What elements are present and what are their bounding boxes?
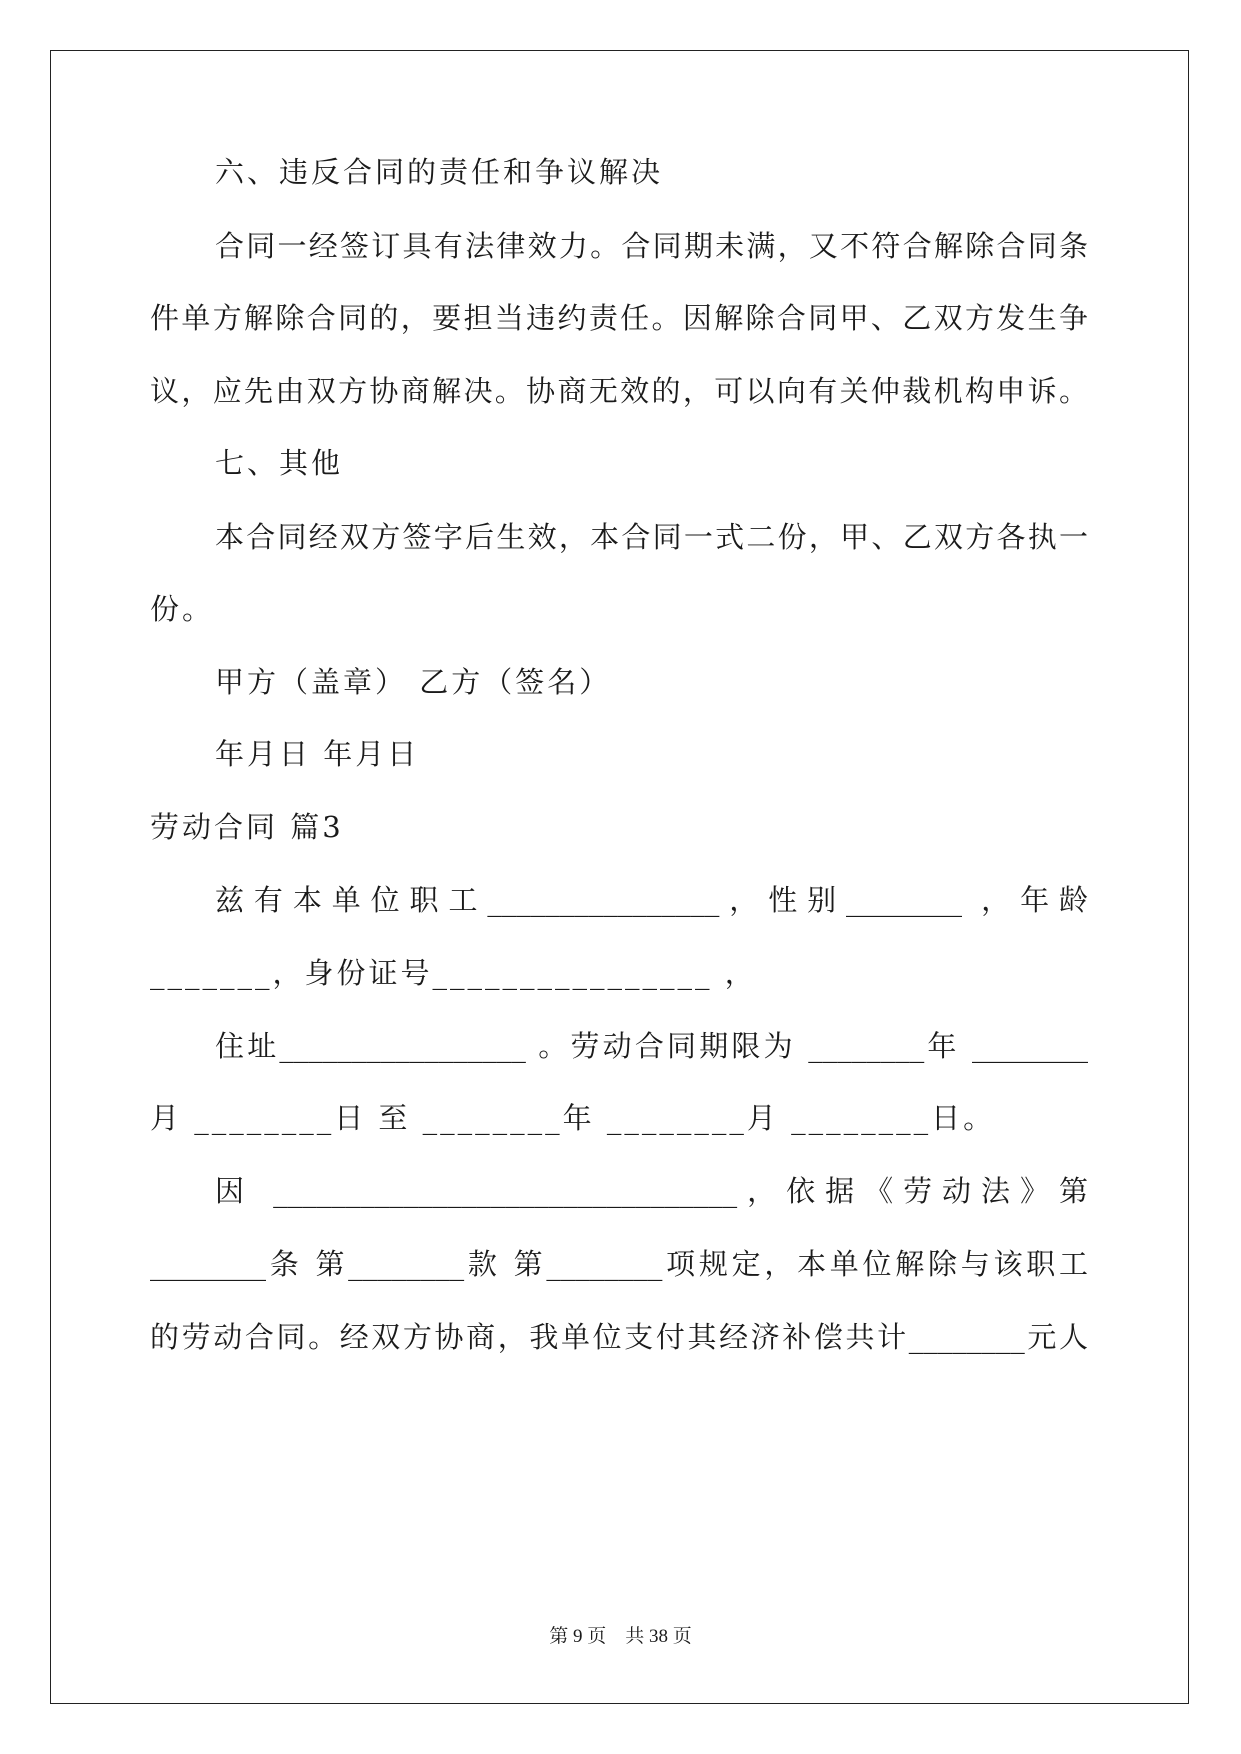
page-number: 第 9 页 共 38 页 (549, 1626, 692, 1647)
form-line: 因 ________________________________，依据《劳动法》第 (215, 1174, 1088, 1208)
paragraph-line: 份。 (150, 592, 215, 626)
signature-dates: 年月日 年月日 (215, 737, 420, 771)
form-line: 住址_________________ 。劳动合同期限为 ________年 ________ (215, 1029, 1088, 1063)
form-line: 兹有本单位职工________________，性别________ ，年龄 (215, 883, 1088, 917)
section-heading-7: 七、其他 (215, 446, 344, 480)
form-line: ________条 第________款 第________项规定，本单位解除与该职工 (150, 1247, 1088, 1281)
form-line: 的劳动合同。经双方协商，我单位支付其经济补偿共计________元人 (150, 1320, 1088, 1354)
paragraph-line: 议，应先由双方协商解决。协商无效的，可以向有关仲裁机构申诉。 (150, 374, 1088, 408)
paragraph-line: 件单方解除合同的，要担当违约责任。因解除合同甲、乙双方发生争 (150, 301, 1088, 335)
paragraph-line: 合同一经签订具有法律效力。合同期未满，又不符合解除合同条 (215, 229, 1088, 263)
section-heading-6: 六、违反合同的责任和争议解决 (215, 155, 664, 189)
contract-title: 劳动合同 篇3 (150, 810, 344, 844)
form-line: _______，身份证号________________ ， (150, 956, 757, 990)
signature-parties: 甲方（盖章） 乙方（签名） (215, 665, 612, 699)
form-line: 月 ________日 至 ________年 ________月 ________日。 (150, 1101, 996, 1135)
paragraph-line: 本合同经双方签字后生效，本合同一式二份，甲、乙双方各执一 (215, 520, 1088, 554)
